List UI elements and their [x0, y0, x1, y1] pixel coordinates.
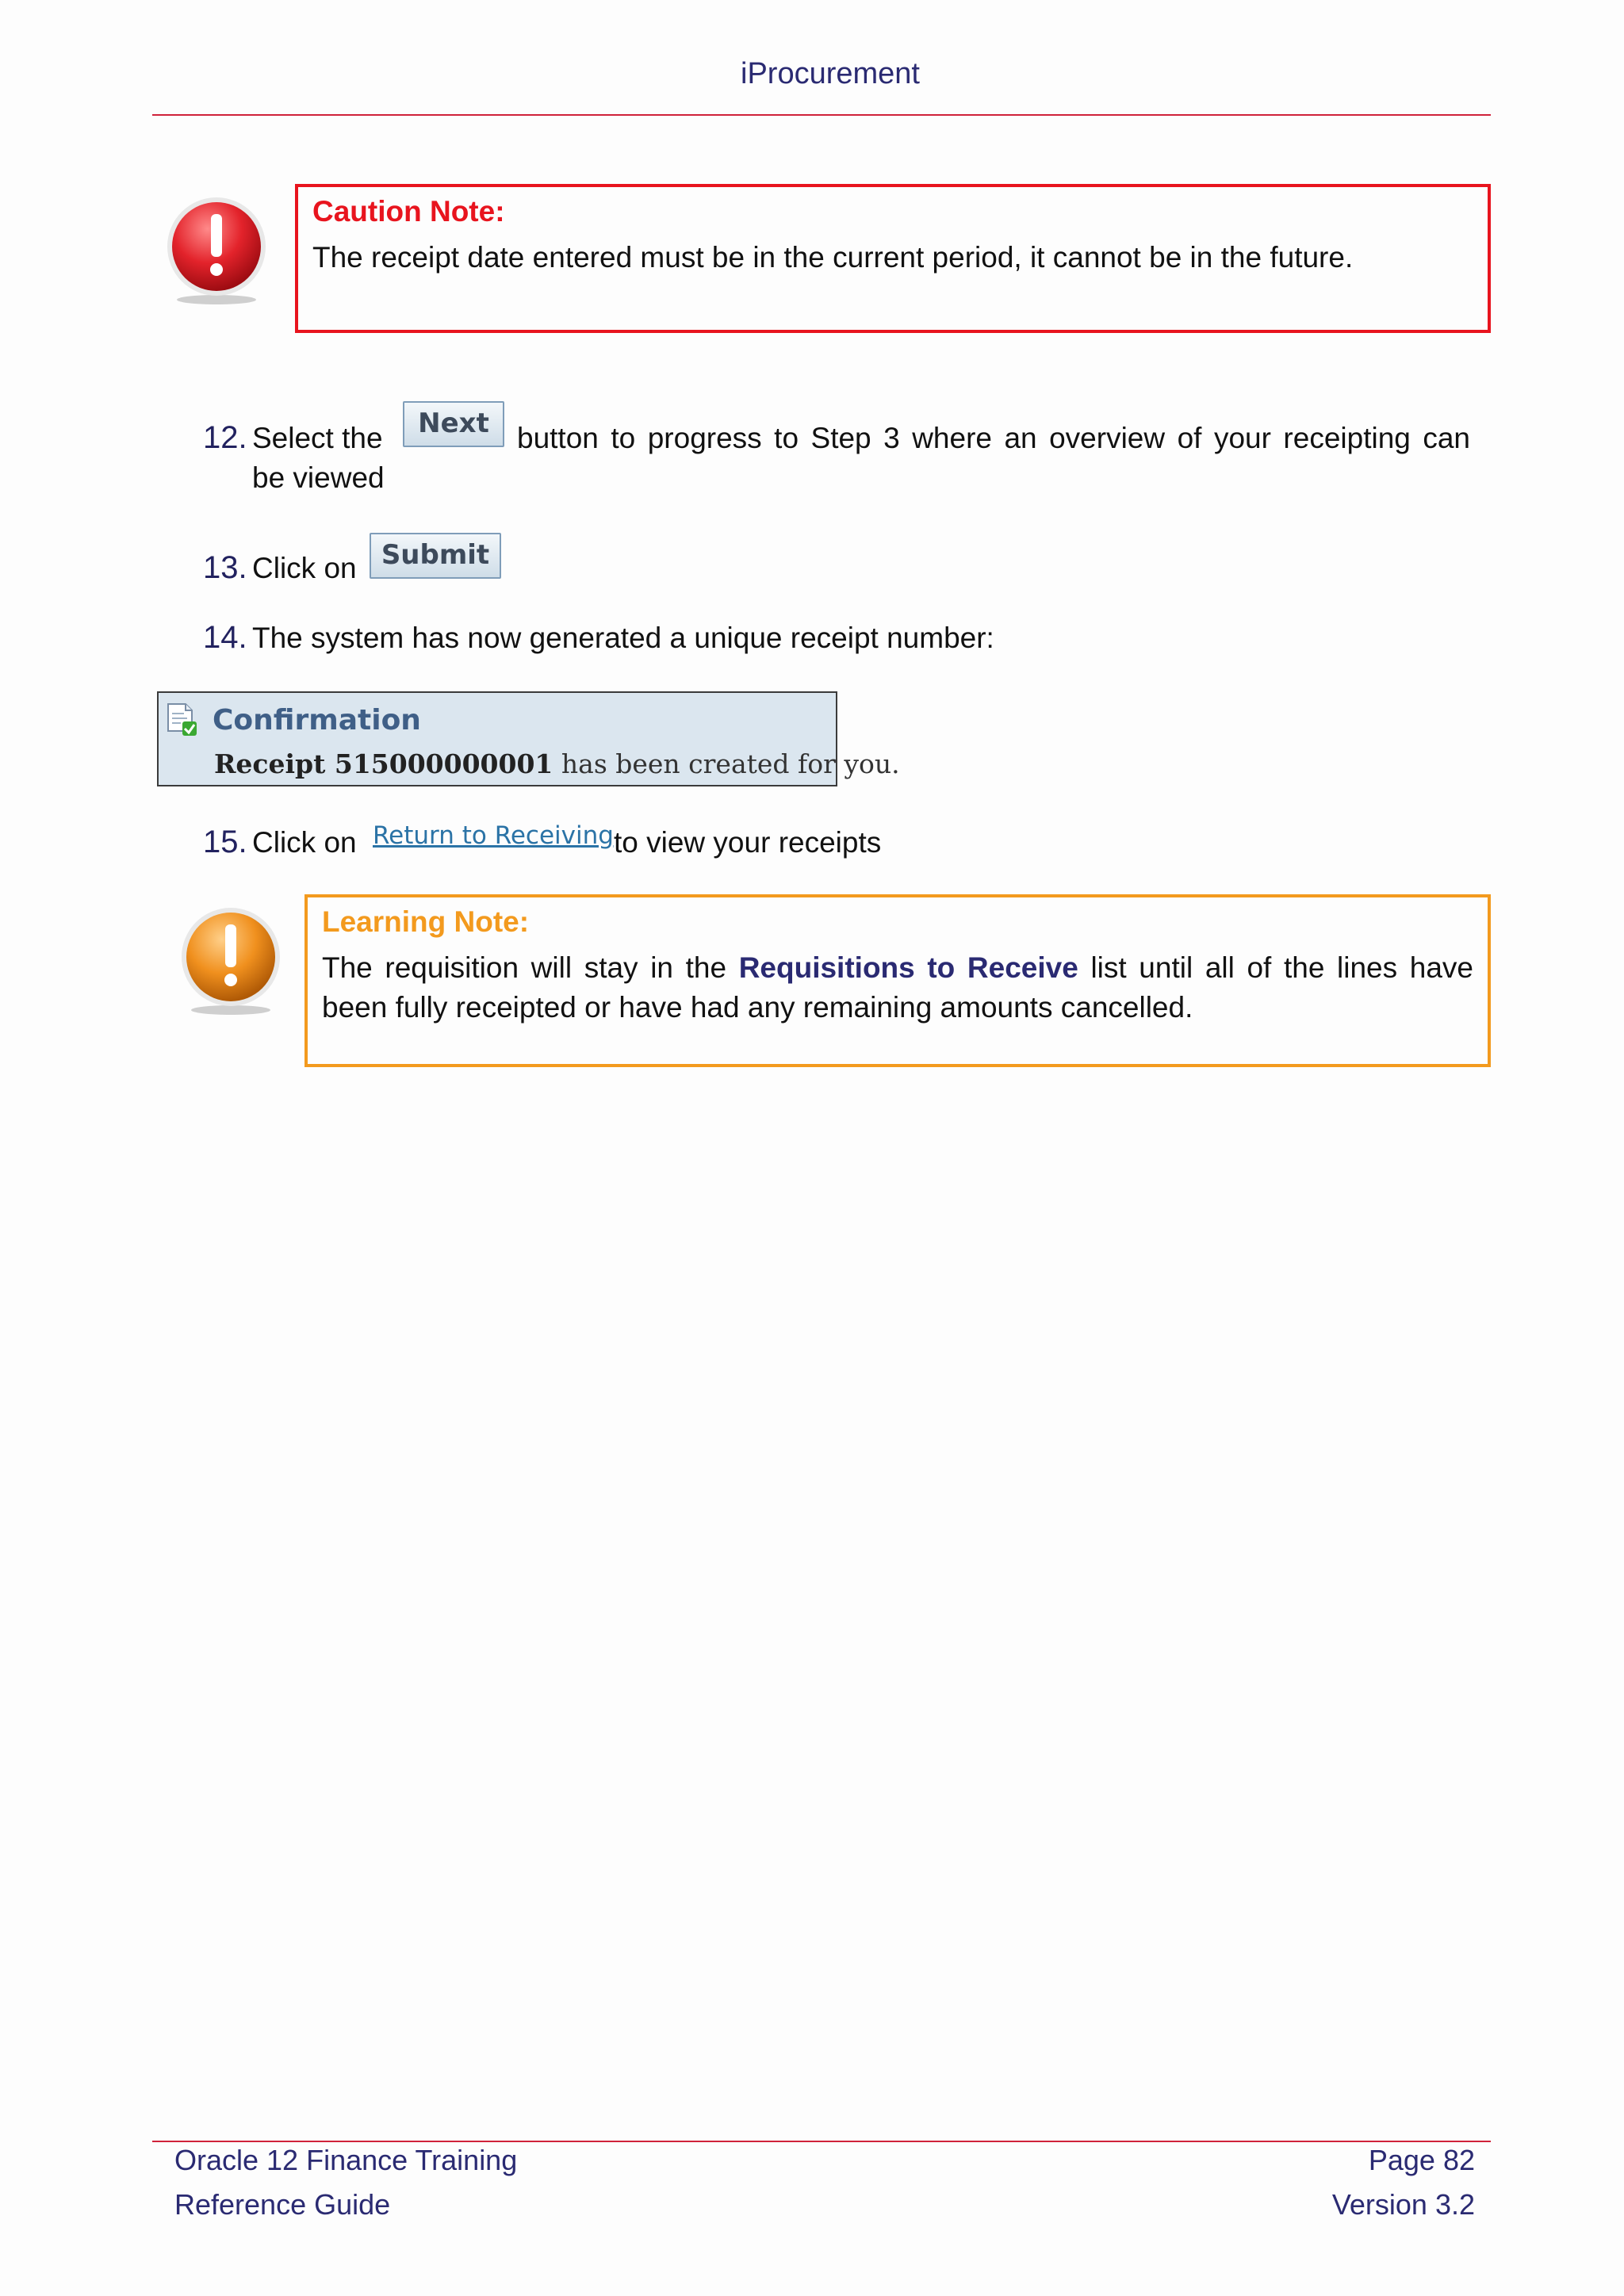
- receipt-message-suffix: has been created for you.: [561, 748, 900, 779]
- requisitions-to-receive-term: Requisitions to Receive: [738, 951, 1078, 984]
- return-to-receiving-link[interactable]: Return to Receiving: [373, 821, 614, 850]
- learning-icon: [179, 905, 282, 1016]
- footer-guide-type: Reference Guide: [174, 2188, 391, 2221]
- header-divider: [152, 114, 1491, 116]
- footer-version: Version 3.2: [1331, 2188, 1475, 2221]
- receipt-number: Receipt 515000000001: [214, 748, 553, 779]
- footer-divider: [152, 2141, 1491, 2142]
- step-13-text: Click on: [252, 552, 357, 584]
- step-12-text-before: Select the: [252, 422, 383, 454]
- step-13-number: 13.: [203, 550, 247, 585]
- next-button[interactable]: Next: [403, 401, 504, 447]
- caution-icon: [165, 195, 268, 306]
- caution-note-box: [295, 184, 1491, 333]
- step-15-text-before: Click on: [252, 826, 357, 859]
- step-14-text: The system has now generated a unique receipt number:: [252, 622, 994, 654]
- learning-note-title: Learning Note:: [322, 905, 530, 938]
- confirmation-title: Confirmation: [213, 704, 421, 737]
- learning-body-pre: The requisition will stay in the: [322, 951, 727, 984]
- step-15-text-after: to view your receipts: [614, 826, 882, 859]
- confirmation-box: [157, 691, 900, 786]
- step-12-text-after: button to progress to Step 3 where an overview of your receipting can: [517, 422, 1470, 454]
- submit-button[interactable]: Submit: [370, 533, 501, 579]
- footer-course-title: Oracle 12 Finance Training: [174, 2144, 518, 2176]
- step-14-number: 14.: [203, 620, 247, 655]
- learning-note-body: [322, 948, 1473, 1027]
- page-header-title: iProcurement: [741, 57, 920, 90]
- caution-note-body: The receipt date entered must be in the current period, it cannot be in the future.: [312, 241, 1354, 274]
- footer-page-number: Page 82: [1368, 2144, 1475, 2176]
- learning-note-box: [304, 894, 1491, 1067]
- step-15-number: 15.: [203, 825, 247, 859]
- step-12-number: 12.: [203, 420, 247, 455]
- confirmation-message: [214, 748, 900, 779]
- step-12-text-cont: be viewed: [252, 461, 385, 494]
- caution-note-title: Caution Note:: [312, 195, 505, 228]
- document-check-icon: [165, 702, 200, 741]
- learning-body-post: list until all of the lines have been fully receipted or have had any remaining amounts cancelled.: [322, 951, 1474, 1024]
